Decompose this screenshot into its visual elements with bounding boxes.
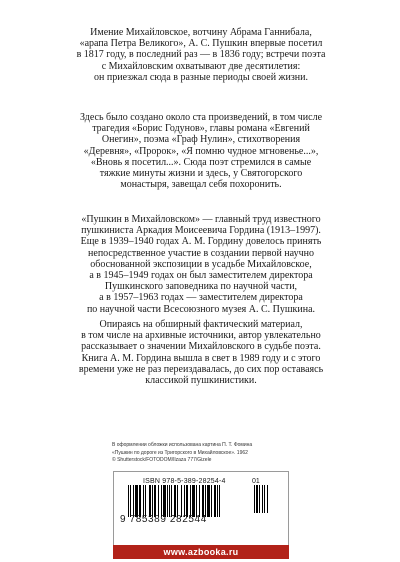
text-line: «Деревня», «Пророк», «Я помню чудное мгновенье...»,: [83, 145, 319, 157]
barcode-bar: [139, 485, 141, 517]
barcode-addon-number: 01: [252, 478, 260, 485]
text-line: а в 1945–1949 годах он был заместителем директора: [89, 270, 313, 282]
barcode-bar: [205, 485, 206, 517]
barcode-addon-bars: [254, 485, 270, 513]
barcode-bar: [262, 485, 263, 513]
barcode-bar: [181, 485, 182, 517]
barcode-digits: 9 785389 282544: [120, 514, 207, 525]
barcode-bar: [177, 485, 178, 517]
text-line: Опираясь на обширный фактический материал,: [99, 319, 303, 330]
isbn-label: ISBN 978-5-389-28254-4: [143, 478, 226, 485]
barcode-bar: [190, 485, 191, 517]
barcode-bar: [161, 485, 162, 517]
text-line: «Вновь я посетил...». Сюда поэт стремился в самые: [90, 156, 312, 168]
credit-line: «Пушкин по дороге из Тригорского в Михайловское». 1962: [112, 449, 248, 456]
annotation-paragraph-1: [40, 27, 362, 83]
text-line: обоснованной экспозиции в усадьбе Михайловское,: [90, 258, 312, 270]
barcode-bar: [152, 485, 153, 517]
credit-line: © Shutterstock/FOTODOM/Ilzaza 777/Gizele: [112, 457, 212, 463]
text-line: он приезжал сюда в разные периоды своей жизни.: [94, 71, 308, 83]
barcode-bar: [264, 485, 265, 513]
barcode-bar: [184, 485, 185, 517]
text-line: рассказывает о значении Михайловского в судьбе поэта.: [81, 341, 321, 353]
text-line: непосредственное участие в создании первой научно: [88, 247, 314, 259]
text-line: Еще в 1939–1940 годах А. М. Гордину довелось принять: [80, 236, 322, 248]
barcode-bar: [169, 485, 170, 517]
text-line: «Пушкин в Михайловском» — главный труд известного: [81, 214, 321, 225]
annotation-paragraph-2: [40, 112, 362, 190]
text-line: Книга А. М. Гордина вышла в свет в 1989 году и с этого: [81, 352, 321, 364]
text-line: по научной части Всесоюзного музея А. С. Пушкина.: [86, 303, 316, 315]
barcode-bar: [267, 485, 268, 513]
barcode-bar: [167, 485, 168, 517]
barcode-bars: [128, 485, 246, 517]
text-line: тяжкие минуты жизни и здесь, у Святогорского: [99, 168, 303, 180]
publisher-website[interactable]: www.azbooka.ru: [113, 545, 289, 559]
text-line: а в 1957–1963 годах — заместителем директора: [99, 292, 303, 304]
text-line: пушкиниста Аркадия Моисеевича Гордина (1913–1997).: [81, 225, 321, 237]
barcode-bar: [128, 485, 129, 517]
barcode-bar: [202, 485, 204, 517]
text-line: трагедия «Борис Годунов», главы романа «Евгений: [92, 123, 310, 135]
text-line: Здесь было создано около ста произведений, в том числе: [79, 112, 323, 123]
barcode-bar: [186, 485, 188, 517]
text-line: Имение Михайловское, вотчину Абрама Ганнибала,: [90, 27, 312, 38]
barcode-bar: [145, 485, 146, 517]
barcode-bar: [133, 485, 134, 517]
text-line: в 1817 году, в последний раз — в 1836 году; встречи поэта: [76, 49, 326, 61]
barcode-bar: [259, 485, 260, 513]
barcode-bar: [211, 485, 212, 517]
barcode-block: [113, 471, 289, 546]
barcode-bar: [219, 485, 220, 517]
barcode-bar: [143, 485, 144, 517]
barcode-bar: [174, 485, 176, 517]
credit-line: В оформлении обложки использована картина П. Т. Фомина: [112, 442, 253, 448]
text-line: монастыря, завещал себя похоронить.: [120, 179, 282, 191]
annotation-paragraph-3: [40, 214, 362, 315]
barcode-bar: [171, 485, 172, 517]
barcode-bar: [254, 485, 255, 513]
text-line: Онегин», поэма «Граф Нулин», стихотворения: [101, 134, 301, 146]
text-line: в том числе на архивные источники, автор увлекательно: [81, 330, 321, 342]
cover-credits: [112, 442, 312, 465]
text-line: времени уже не раз переиздавалась, до сих пор оставаясь: [78, 363, 324, 375]
text-line: «арапа Петра Великого», А. С. Пушкин впервые посетил: [79, 38, 323, 50]
barcode-bar: [199, 485, 200, 517]
barcode-bar: [130, 485, 131, 517]
barcode-bar: [214, 485, 216, 517]
barcode-bar: [149, 485, 151, 517]
barcode-bar: [154, 485, 156, 517]
barcode-bar: [163, 485, 166, 517]
barcode-bar: [192, 485, 195, 517]
barcode-bar: [135, 485, 138, 517]
barcode-bar: [196, 485, 197, 517]
text-line: классикой пушкинистики.: [145, 375, 257, 387]
barcode-bar: [207, 485, 210, 517]
text-line: с Михайловским охватывают две десятилетия:: [101, 60, 301, 72]
barcode-bar: [217, 485, 218, 517]
barcode-bar: [158, 485, 159, 517]
barcode-bar: [256, 485, 258, 513]
text-line: Пушкинского заповедника по научной части,: [104, 281, 298, 293]
annotation-paragraph-4: [40, 319, 362, 386]
